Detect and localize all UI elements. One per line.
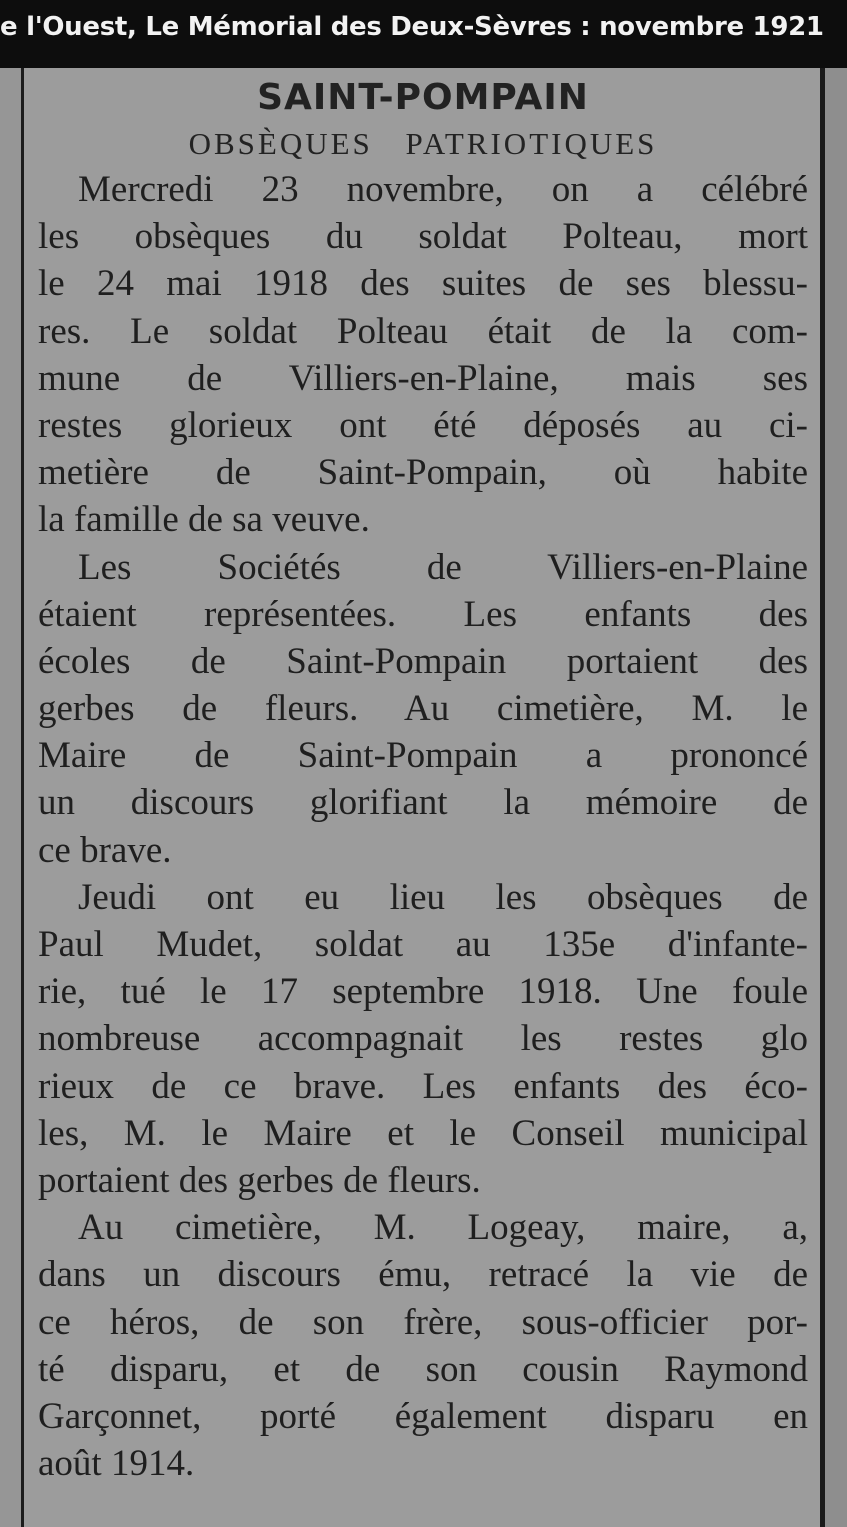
paragraph-line: Paul Mudet, soldat au 135e d'infante-: [38, 924, 808, 965]
article-subheading: OBSÈQUES PATRIOTIQUES: [188, 126, 658, 161]
paragraph-line: le 24 mai 1918 des suites de ses blessu-: [38, 263, 808, 305]
paragraph-line: Jeudi ont eu lieu les obsèques de: [78, 876, 808, 918]
paragraph-line: la famille de sa veuve.: [38, 499, 370, 541]
paragraph-line: Mercredi 23 novembre, on a célébré: [78, 169, 808, 210]
article-headline: SAINT-POMPAIN: [257, 77, 589, 118]
paragraph-line: rie, tué le 17 septembre 1918. Une foule: [38, 971, 808, 1013]
paragraph-line: portaient des gerbes de fleurs.: [38, 1159, 481, 1201]
paragraph-line: août 1914.: [38, 1443, 195, 1485]
article-paragraph: [38, 1204, 808, 1487]
column-rule-left: [21, 68, 24, 1527]
paragraph-line: Les Sociétés de Villiers-en-Plaine: [78, 546, 808, 588]
clipping-left-margin: [0, 68, 21, 1527]
window-title: e l'Ouest, Le Mémorial des Deux-Sèvres : novembre 1921: [0, 12, 824, 42]
paragraph-line: metière de Saint-Pompain, où habite: [38, 452, 808, 494]
title-bar: [0, 0, 847, 68]
article-body: [38, 166, 808, 1487]
paragraph-line: Au cimetière, M. Logeay, maire, a,: [78, 1207, 808, 1249]
paragraph-line: Garçonnet, porté également disparu en: [38, 1395, 808, 1437]
paragraph-line: mune de Villiers-en-Plaine, mais ses: [38, 357, 808, 399]
article-paragraph: [38, 874, 808, 1204]
article-paragraph: [38, 166, 808, 544]
paragraph-line: nombreuse accompagnait les restes glo: [38, 1018, 808, 1060]
newspaper-clipping: [0, 68, 847, 1527]
paragraph-line: rieux de ce brave. Les enfants des éco-: [38, 1065, 808, 1107]
paragraph-line: les obsèques du soldat Polteau, mort: [38, 216, 808, 258]
paragraph-line: écoles de Saint-Pompain portaient des: [38, 640, 808, 682]
paragraph-line: ce héros, de son frère, sous-officier por-: [38, 1301, 808, 1343]
article-paragraph: [38, 544, 808, 874]
paragraph-line: étaient représentées. Les enfants des: [38, 593, 808, 635]
paragraph-line: res. Le soldat Polteau était de la com-: [38, 310, 808, 352]
paragraph-line: restes glorieux ont été déposés au ci-: [38, 404, 808, 446]
paragraph-line: té disparu, et de son cousin Raymond: [38, 1348, 808, 1390]
clipping-right-margin: [825, 68, 847, 1527]
paragraph-line: un discours glorifiant la mémoire de: [38, 782, 808, 824]
paragraph-line: dans un discours ému, retracé la vie de: [38, 1254, 808, 1296]
paragraph-line: Maire de Saint-Pompain a prononcé: [38, 735, 808, 777]
paragraph-line: gerbes de fleurs. Au cimetière, M. le: [38, 688, 808, 730]
paragraph-line: les, M. le Maire et le Conseil municipal: [38, 1112, 808, 1154]
paragraph-line: ce brave.: [38, 829, 172, 871]
article-column: [38, 74, 808, 1487]
